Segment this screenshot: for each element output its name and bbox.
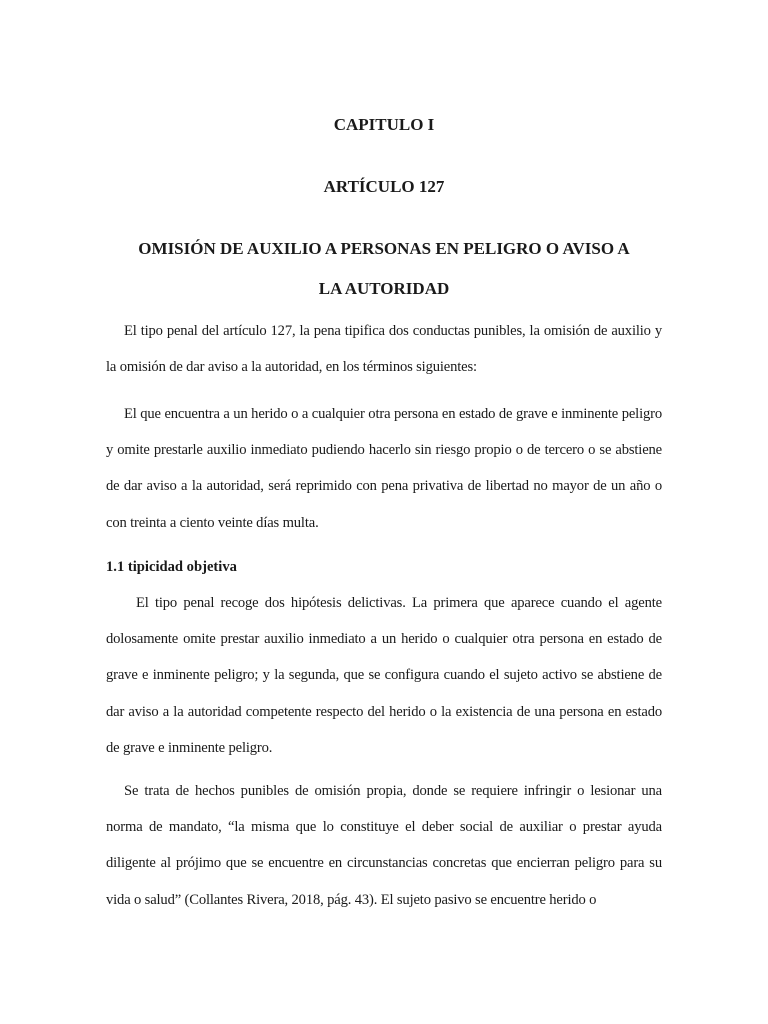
- chapter-heading: CAPITULO I: [333, 115, 435, 134]
- title-line-2: LA AUTORIDAD: [318, 279, 450, 298]
- intro-paragraph: El tipo penal del artículo 127, la pena tipifica dos conductas punibles, la omisión de auxilio y la omisión de dar aviso a la autoridad, en los términos siguientes:: [106, 323, 662, 376]
- article-heading: ARTÍCULO 127: [323, 177, 445, 196]
- title-line-1: OMISIÓN DE AUXILIO A PERSONAS EN PELIGRO O AVISO A: [138, 239, 630, 258]
- section-paragraph-2: Se trata de hechos punibles de omisión propia, donde se requiere infringir o lesionar una norma de mandato, “la misma que lo constituye el deber social de auxiliar o prestar ayuda diligente al prójimo que se encuentre en circunstancias concretas que encierran peligro para su vida o salud” (Collantes Rivera, 2018, pág. 43). El sujeto pasivo se encuentre herido o: [106, 783, 662, 908]
- section-paragraph-1: El tipo penal recoge dos hipótesis delictivas. La primera que aparece cuando el agente dolosamente omite prestar auxilio inmediato a un herido o cualquier otra persona en estado de grave e inminente peligro; y la segunda, que se configura cuando el sujeto activo se abstiene de dar aviso a la autoridad competente respecto del herido o la existencia de una persona en estado de grave e inminente peligro.: [106, 595, 662, 756]
- quoted-article-paragraph: El que encuentra a un herido o a cualquier otra persona en estado de grave e inminente peligro y omite prestarle auxilio inmediato pudiendo hacerlo sin riesgo propio o de tercero o se abstiene de dar aviso a la autoridad, será reprimido con pena privativa de libertad no mayor de un año o con treinta a ciento veinte días multa.: [106, 406, 662, 531]
- section-heading: 1.1 tipicidad objetiva: [106, 559, 237, 575]
